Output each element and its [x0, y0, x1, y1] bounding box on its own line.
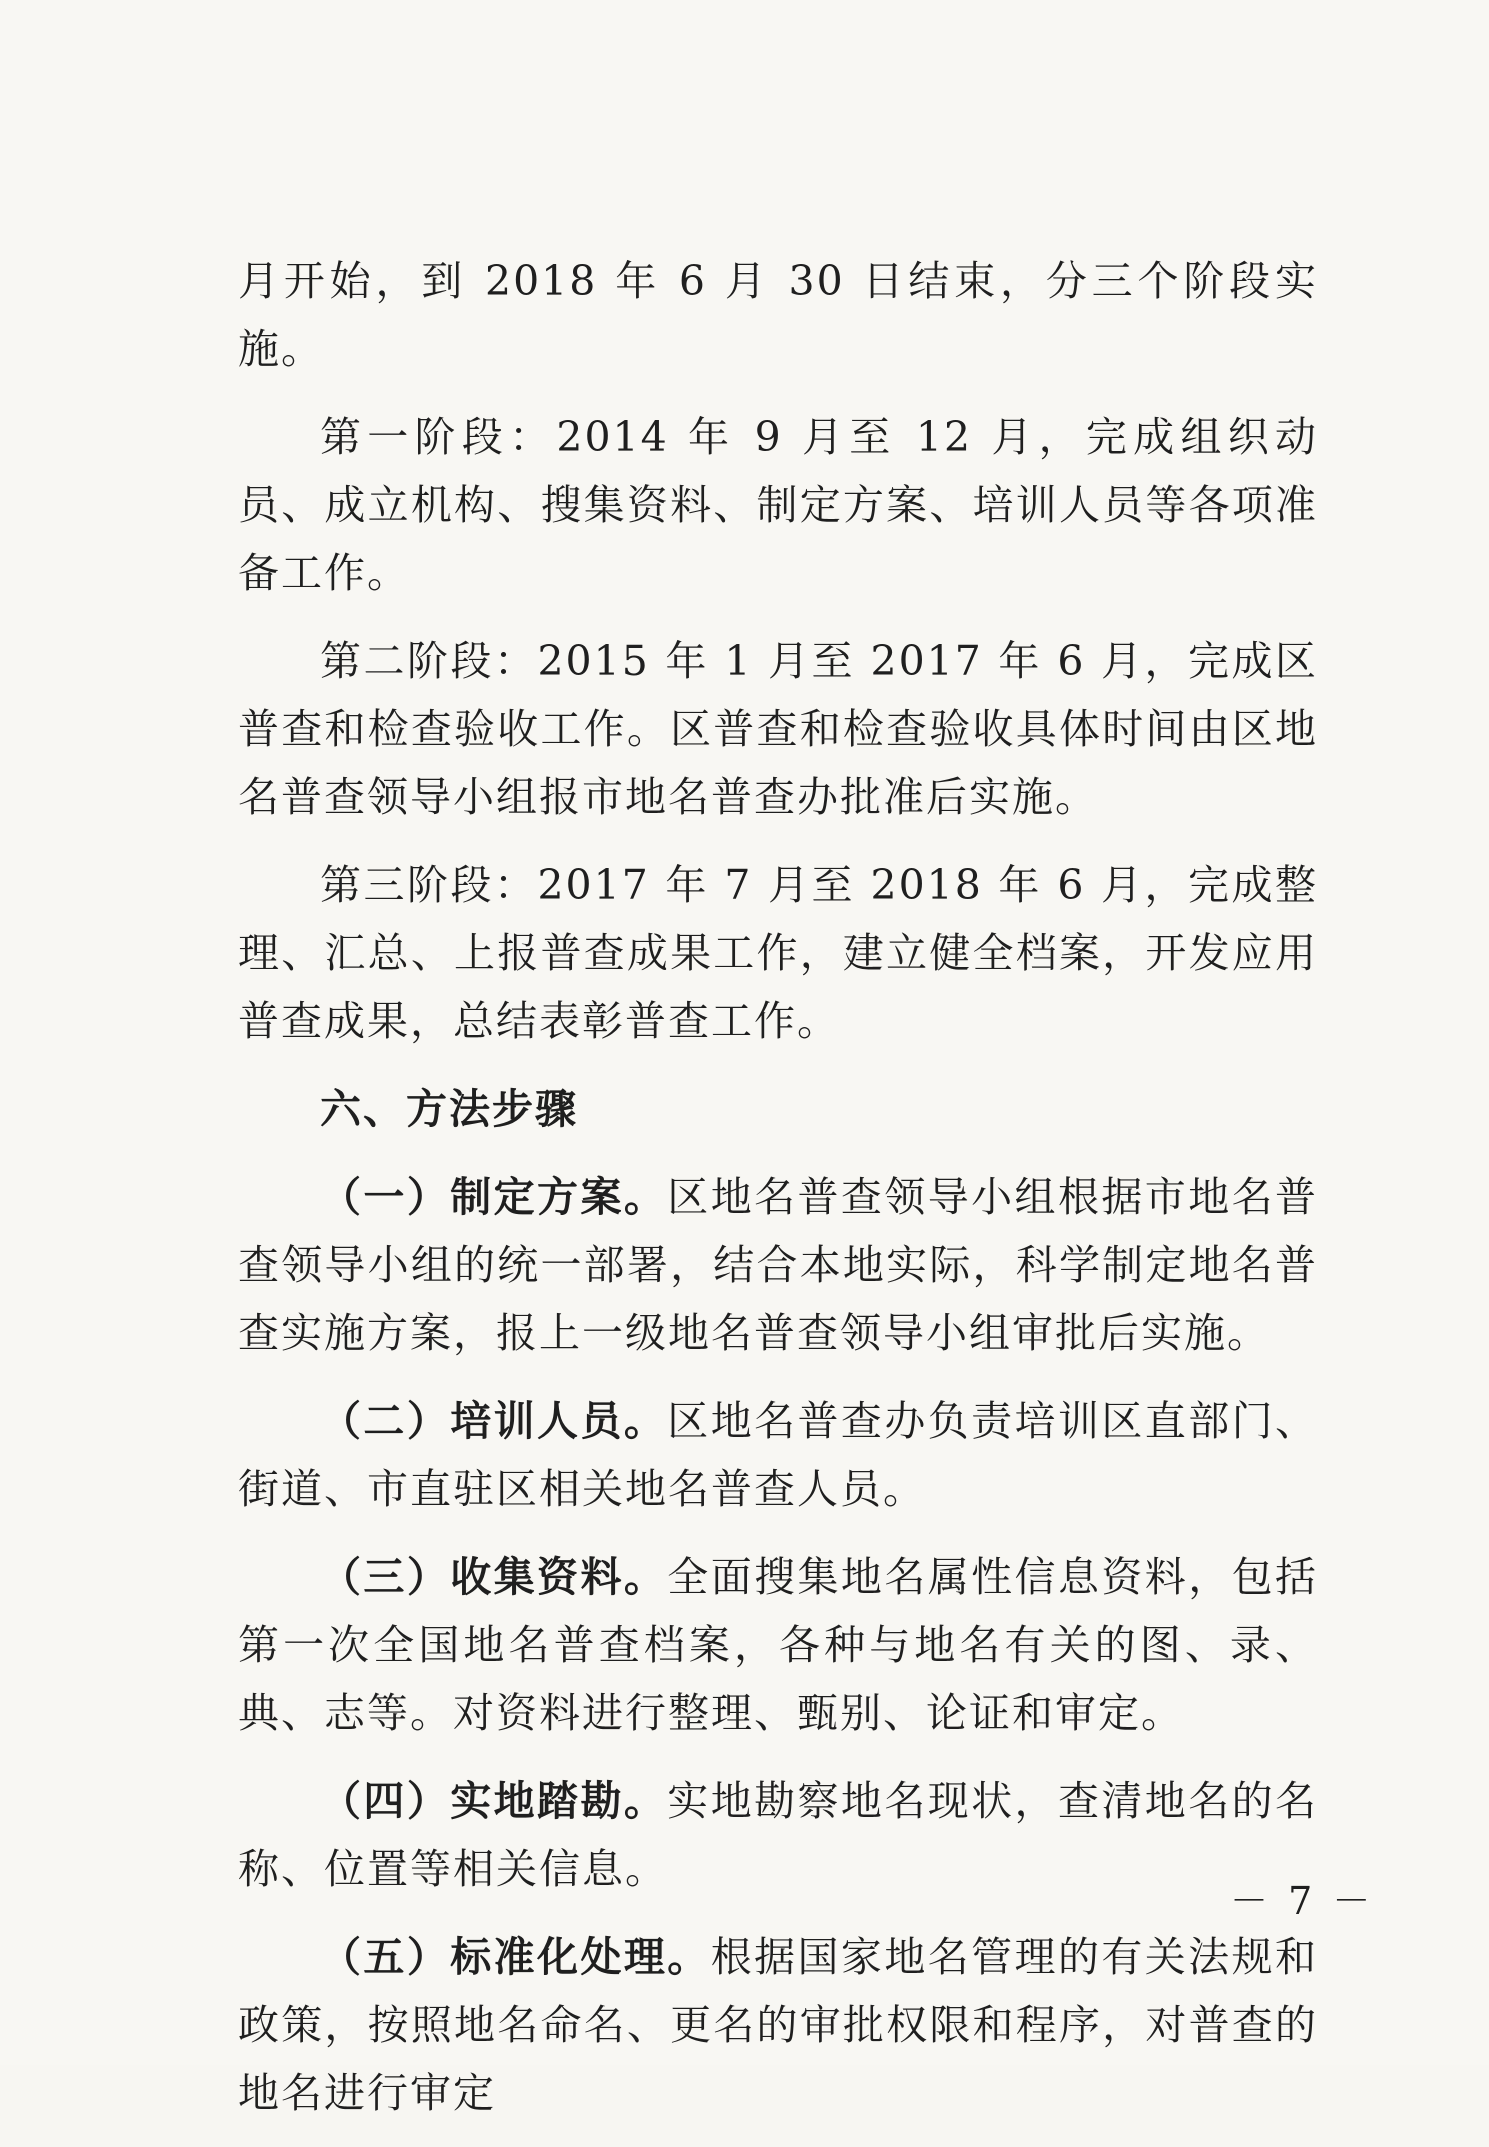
step-label-4: （四）实地踏勘。 [320, 1777, 668, 1825]
paragraph-phase-three: 第三阶段：2017 年 7 月至 2018 年 6 月，完成整理、汇总、上报普查成果工作，建立健全档案，开发应用普查成果，总结表彰普查工作。 [238, 861, 1318, 1045]
step-text-2: 区地名普查办负责培训区直部门、街道、市直驻区相关地名普查人员。 [238, 1397, 1319, 1513]
step-paragraph-3 [238, 1543, 1318, 1747]
step-label-3: （三）收集资料。 [320, 1553, 668, 1601]
page-number: － 7 － [1230, 1879, 1375, 1923]
step-label-1: （一）制定方案。 [320, 1173, 668, 1221]
step-text-1: 区地名普查领导小组根据市地名普查领导小组的统一部署，结合本地实际，科学制定地名普查实施方案，报上一级地名普查领导小组审批后实施。 [238, 1173, 1319, 1357]
paragraph-continuation: 月开始，到 2018 年 6 月 30 日结束，分三个阶段实施。 [238, 257, 1318, 373]
paragraph-phase-one: 第一阶段：2014 年 9 月至 12 月，完成组织动员、成立机构、搜集资料、制定方案、培训人员等各项准备工作。 [238, 413, 1318, 597]
step-text-4: 实地勘察地名现状，查清地名的名称、位置等相关信息。 [238, 1777, 1319, 1893]
paragraph-phase-two: 第二阶段：2015 年 1 月至 2017 年 6 月，完成区普查和检查验收工作。区普查和检查验收具体时间由区地名普查领导小组报市地名普查办批准后实施。 [238, 637, 1318, 821]
step-label-2: （二）培训人员。 [320, 1397, 668, 1445]
step-paragraph-4 [238, 1767, 1318, 1903]
step-text-3: 全面搜集地名属性信息资料，包括第一次全国地名普查档案，各种与地名有关的图、录、典、志等。对资料进行整理、甄别、论证和审定。 [238, 1553, 1319, 1737]
document-body [238, 247, 1318, 2147]
step-paragraph-5 [238, 1923, 1318, 2127]
step-paragraph-1 [238, 1163, 1318, 1367]
step-text-5: 根据国家地名管理的有关法规和政策，按照地名命名、更名的审批权限和程序，对普查的地名进行审定 [238, 1933, 1319, 2117]
step-label-5: （五）标准化处理。 [320, 1933, 711, 1981]
section-heading: 六、方法步骤 [320, 1085, 578, 1133]
step-paragraph-2 [238, 1387, 1318, 1523]
